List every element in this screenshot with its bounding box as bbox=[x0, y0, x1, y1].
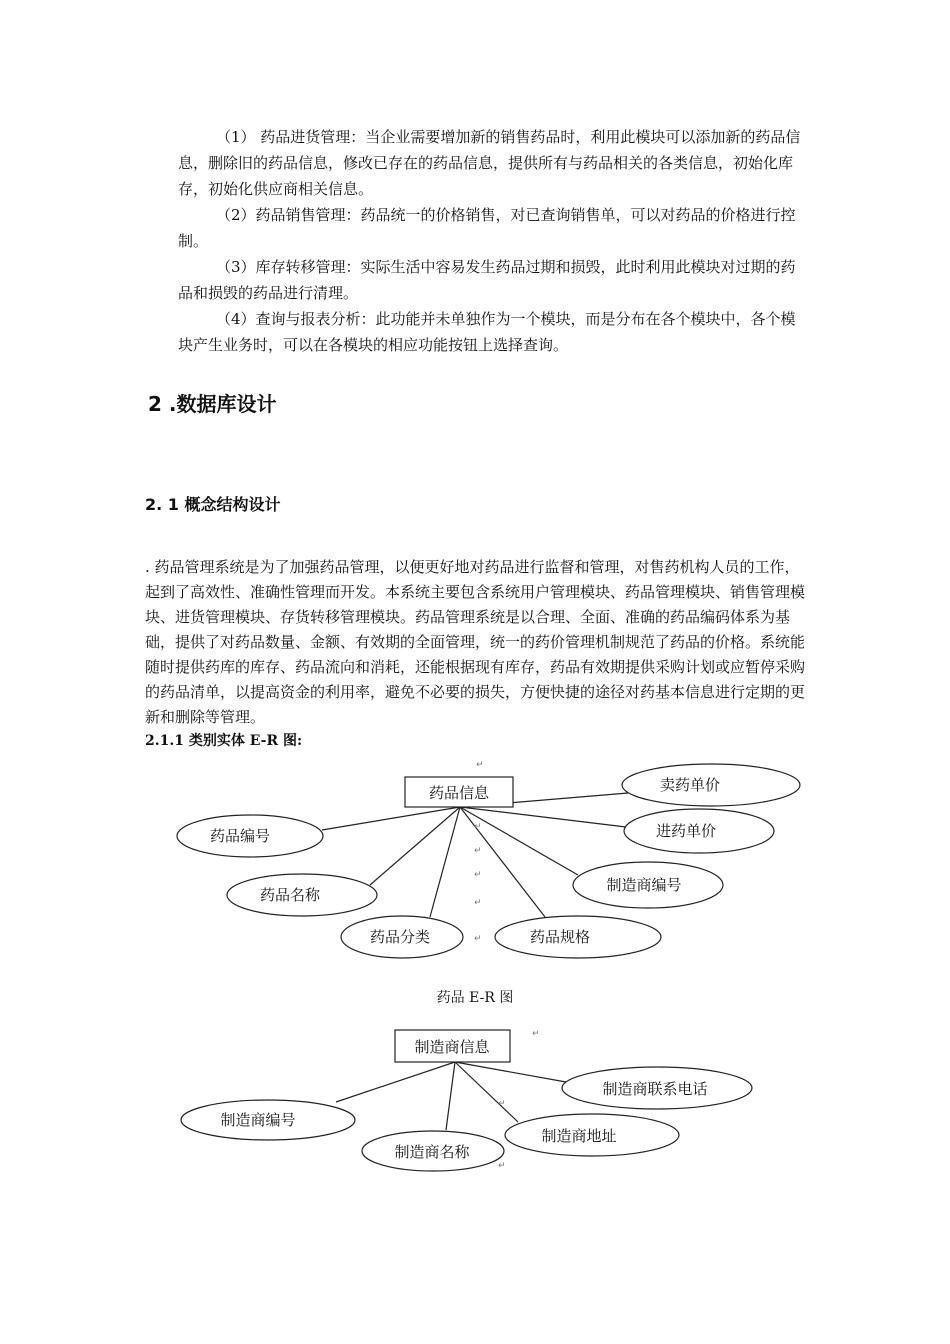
attr-label: 药品分类 bbox=[369, 928, 431, 946]
attr-drug-category bbox=[341, 916, 463, 958]
attr-label: 药品编号 bbox=[209, 827, 271, 845]
attr-label: 卖药单价 bbox=[659, 776, 721, 794]
svg-text:↵: ↵ bbox=[474, 898, 482, 908]
attr-maker-id bbox=[181, 1100, 355, 1140]
entity-label: 制造商信息 bbox=[414, 1038, 490, 1056]
svg-text:↵: ↵ bbox=[476, 760, 484, 770]
svg-text:↵: ↵ bbox=[474, 846, 482, 856]
entity-maker-info bbox=[395, 1030, 510, 1062]
svg-text:↵: ↵ bbox=[474, 822, 482, 832]
attr-drug-spec bbox=[495, 916, 661, 958]
attr-drug-name bbox=[227, 874, 377, 916]
intro-item-3: （3）库存转移管理：实际生活中容易发生药品过期和损毁，此时利用此模块对过期的药品和损毁的药品进行清理。 bbox=[178, 258, 796, 302]
svg-text:↵: ↵ bbox=[474, 870, 482, 880]
subsubsection-heading: 2.1.1 类别实体 E-R 图: bbox=[145, 733, 303, 749]
attr-sell-price bbox=[622, 764, 800, 806]
section-heading: 2 .数据库设计 bbox=[148, 392, 277, 416]
attr-label: 制造商编号 bbox=[220, 1111, 296, 1129]
svg-text:↵: ↵ bbox=[498, 1099, 506, 1109]
attr-label: 制造商联系电话 bbox=[602, 1080, 708, 1098]
body-paragraph: . 药品管理系统是为了加强药品管理，以便更好地对药品进行监督和管理，对售药机构人员的工作，起到了高效性、准确性管理而开发。本系统主要包含系统用户管理模块、药品管理模块、销售管理模块、进货管理模块、存货转移管理模块。药品管理系统是以合理、全面、准确的药品编码体系为基础，提供了对药品数量、金额、有效期的全面管理，统一的药价管理机制规范了药品的价格。系统能随时提供药库的库存、药品流向和消耗，还能根据现有库存，药品有效期提供采购计划或应暂停采购的药品清单，以提高资金的利用率，避免不必要的损失，方便快捷的途径对药基本信息进行定期的更新和删除等管理。 bbox=[145, 558, 806, 726]
entity-label: 药品信息 bbox=[428, 784, 490, 802]
svg-text:↵: ↵ bbox=[474, 934, 482, 944]
drug-er-diagram bbox=[0, 755, 950, 970]
attr-maker-name bbox=[362, 1131, 504, 1171]
intro-item-4: （4）查询与报表分析：此功能并未单独作为一个模块，而是分布在各个模块中，各个模块产生业务时，可以在各模块的相应功能按钮上选择查询。 bbox=[178, 310, 796, 354]
attr-label: 进药单价 bbox=[655, 822, 717, 840]
maker-er-diagram bbox=[0, 1020, 950, 1180]
attr-maker-address bbox=[505, 1114, 679, 1156]
attr-drug-id bbox=[177, 815, 323, 857]
attr-label: 制造商编号 bbox=[606, 876, 682, 894]
diagram-caption: 药品 E-R 图 bbox=[436, 990, 514, 1006]
attr-label: 制造商地址 bbox=[541, 1127, 617, 1145]
attr-maker-phone bbox=[562, 1067, 752, 1109]
subsection-heading: 2. 1 概念结构设计 bbox=[145, 495, 281, 514]
intro-item-2: （2）药品销售管理：药品统一的价格销售，对已查询销售单，可以对药品的价格进行控制。 bbox=[178, 206, 796, 250]
attr-label: 药品规格 bbox=[529, 928, 591, 946]
attr-label: 药品名称 bbox=[259, 886, 321, 904]
attr-buy-price bbox=[624, 809, 774, 853]
attr-maker-id bbox=[573, 862, 723, 908]
intro-item-1: （1） 药品进货管理：当企业需要增加新的销售药品时，利用此模块可以添加新的药品信息，删除旧的药品信息，修改已存在的药品信息，提供所有与药品相关的各类信息，初始化库存，初始化供应商相关信息。 bbox=[178, 128, 801, 198]
entity-drug-info bbox=[405, 777, 513, 807]
svg-text:↵: ↵ bbox=[532, 1029, 540, 1039]
attr-label: 制造商名称 bbox=[394, 1143, 470, 1161]
svg-text:↵: ↵ bbox=[498, 1161, 506, 1171]
